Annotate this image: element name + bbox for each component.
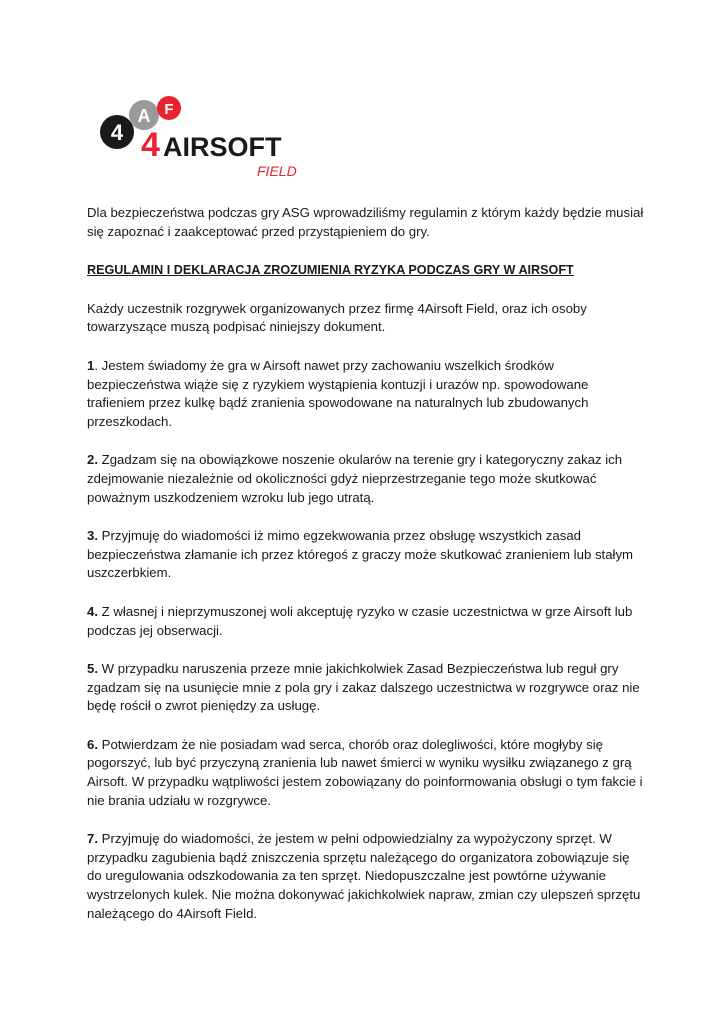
rule-number: 5. <box>87 661 98 677</box>
rule-item <box>87 451 647 507</box>
company-logo <box>100 95 320 185</box>
logo-field-text: FIELD <box>257 163 297 179</box>
rule-number: 6. <box>87 736 98 752</box>
rule-number: 4. <box>87 603 98 619</box>
rule-item <box>87 527 647 583</box>
rule-number: 3. <box>87 528 98 544</box>
document-title: REGULAMIN I DEKLARACJA ZROZUMIENIA RYZYKA PODCZAS GRY W AIRSOFT <box>87 263 574 278</box>
logo-brand-digit: 4 <box>141 126 160 164</box>
rule-text: Zgadzam się na obowiązkowe noszenie okularów na terenie gry i kategoryczny zakaz ich zdejmowanie niezależnie od okoliczności gdyż nieprzestrzeganie tego może skutkować poważnym uszkodzeniem wzroku lub jego utratą. <box>87 452 623 505</box>
rule-text: W przypadku naruszenia przeze mnie jakichkolwiek Zasad Bezpieczeństwa lub reguł gry zgadzam się na usunięcie mnie z pola gry i zakaz dalszego uczestnictwa w rozgrywce oraz nie będę rościł o zwrot pieniędzy za usługę. <box>87 661 640 714</box>
rule-text: . Jestem świadomy że gra w Airsoft nawet przy zachowaniu wszelkich środków bezpieczeństwa wiąże się z ryzykiem wystąpienia kontuzji i urazów np. spowodowane trafieniem przez kulkę bądź zranienia spowodowane na naturalnych lub zbudowanych przeszkodach. <box>87 357 589 429</box>
lead-paragraph: Każdy uczestnik rozgrywek organizowanych przez firmę 4Airsoft Field, oraz ich osoby towarzyszące muszą podpisać niniejszy dokument. <box>87 300 587 335</box>
rule-item <box>87 660 647 716</box>
logo-circle-f: F <box>164 101 174 118</box>
rule-text: Przyjmuję do wiadomości iż mimo egzekwowania przez obsługę wszystkich zasad bezpieczeństwa złamanie ich przez któregoś z graczy może skutkować zranieniem lub stałym uszczerbkiem. <box>87 528 634 581</box>
intro-paragraph: Dla bezpieczeństwa podczas gry ASG wprowadziliśmy regulamin z którym każdy będzie musiał się zapoznać i zaakceptować przed przystąpieniem do gry. <box>87 205 644 239</box>
rule-item <box>87 830 647 923</box>
rule-number: 1 <box>87 357 95 373</box>
logo-circle-digit: 4 <box>110 120 124 145</box>
rule-number: 7. <box>87 831 98 847</box>
logo-circle-a: A <box>137 106 151 126</box>
rule-text: Potwierdzam że nie posiadam wad serca, chorób oraz dolegliwości, które mogłyby się pogorszyć, lub być przyczyną zranienia lub nawet śmierci w wyniku wysiłku związanego z grą Airsoft. W przypadku wątpliwości jestem zobowiązany do poinformowania obsługi o tym fakcie i nie brania udziału w rozgrywce. <box>87 736 643 808</box>
rule-item <box>87 736 647 810</box>
rule-item <box>87 603 647 640</box>
rule-item <box>87 357 647 431</box>
document-body <box>87 204 647 943</box>
logo-brand-word: AIRSOFT <box>163 132 282 162</box>
rule-text: Przyjmuję do wiadomości, że jestem w pełni odpowiedzialny za wypożyczony sprzęt. W przypadku zagubienia bądź zniszczenia sprzętu należącego do organizatora zobowiązuje się do uregulowania odszkodowania za ten sprzęt. Niedopuszczalne jest powtórne używanie wystrzelonych kulek. Nie można dokonywać jakichkolwiek napraw, zmian czy ulepszeń sprzętu należącego do 4Airsoft Field. <box>87 831 641 921</box>
rule-text: Z własnej i nieprzymuszonej woli akceptuję ryzyko w czasie uczestnictwa w grze Airsoft lub podczas jej obserwacji. <box>87 603 633 638</box>
rule-number: 2. <box>87 452 98 468</box>
